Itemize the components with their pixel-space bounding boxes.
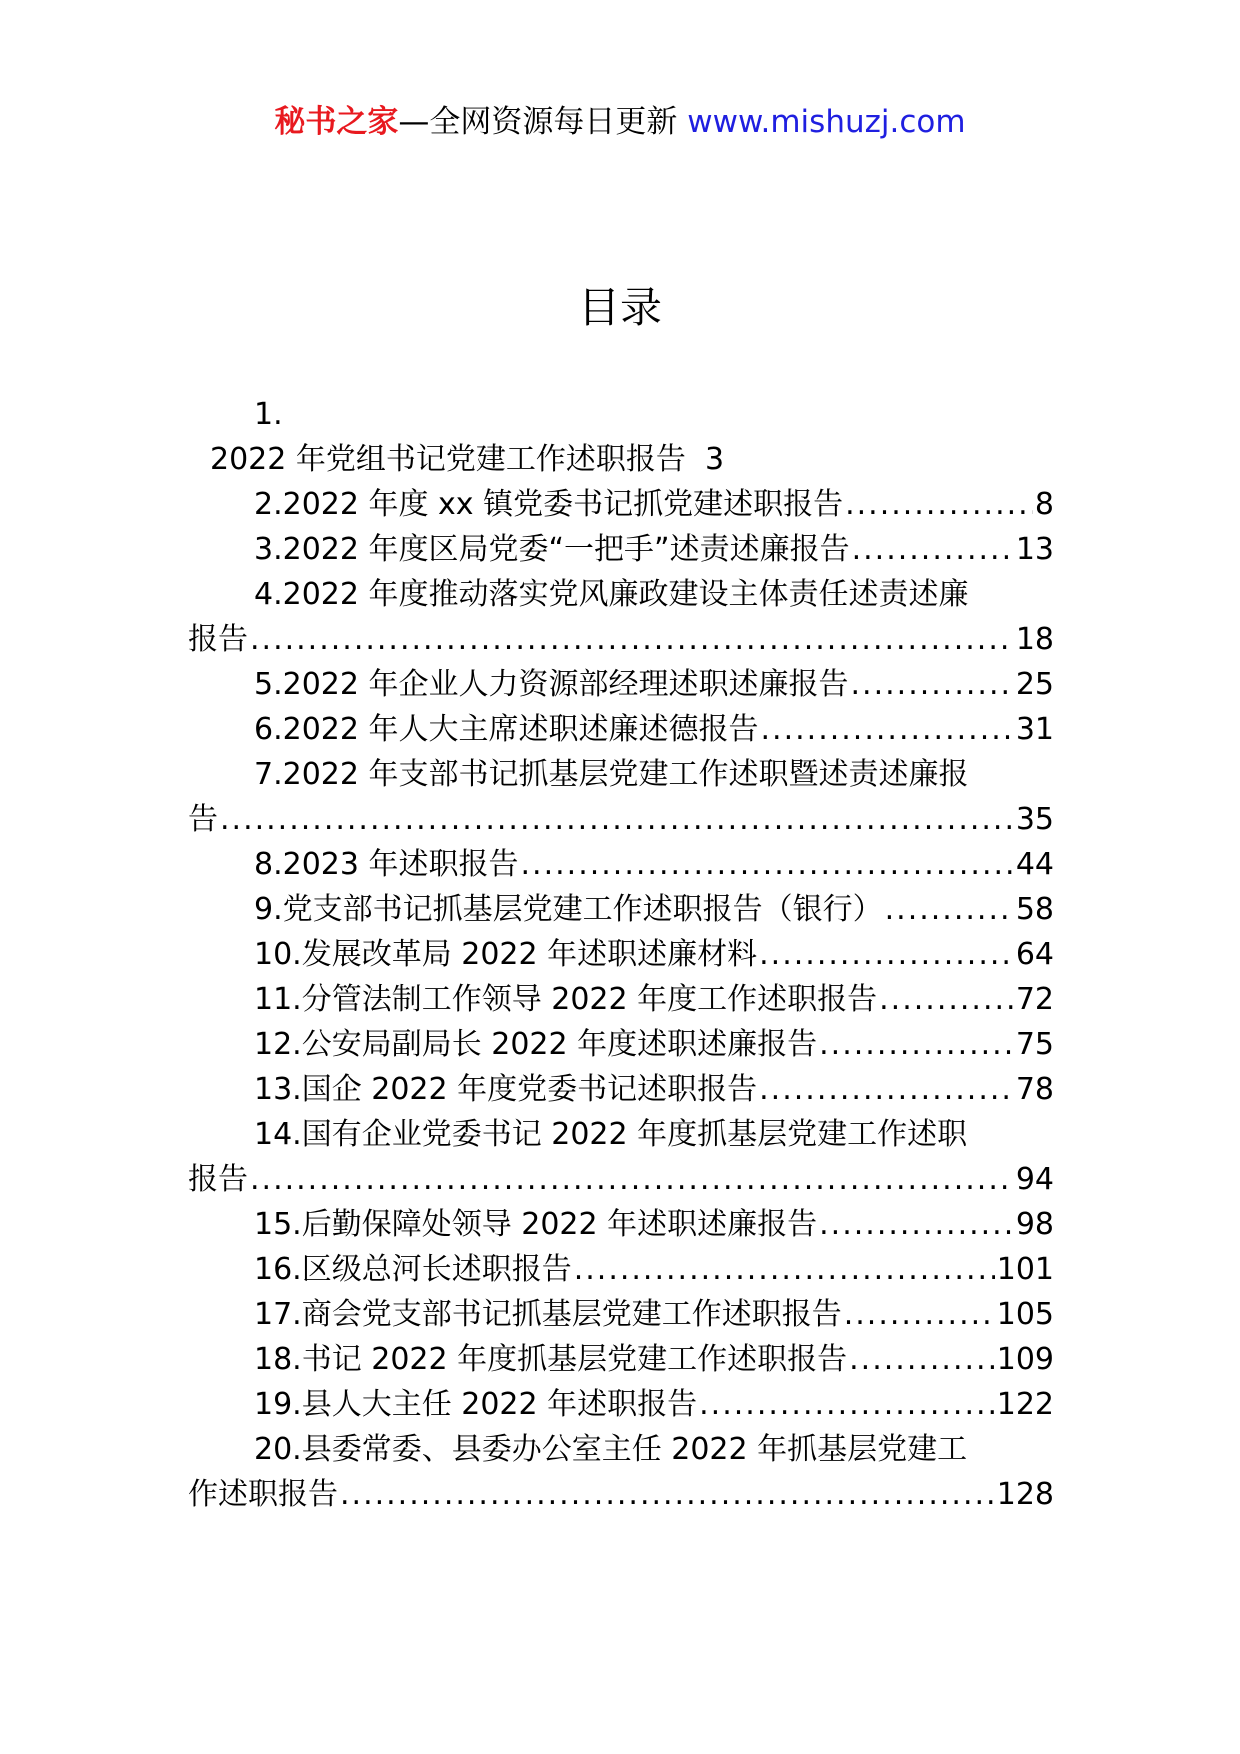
toc-entry-page: 98 [1015, 1207, 1054, 1242]
toc-entry[interactable] [188, 1022, 1054, 1067]
toc-entry-title-cont: 作述职报告 [188, 1477, 338, 1512]
toc-entry-title: 10.发展改革局 2022 年述职述廉材料 [254, 937, 758, 972]
toc-entry-title: 6.2022 年人大主席述职述廉述德报告 [254, 712, 759, 747]
toc-entry[interactable] [188, 887, 1054, 932]
toc-entry-title-cont: 报告 [188, 1162, 248, 1197]
dot-leader [250, 617, 1014, 662]
toc-entry[interactable] [188, 392, 1054, 482]
toc-entry[interactable] [188, 842, 1054, 887]
toc-entry[interactable] [188, 1112, 1054, 1202]
toc-entry-page: 78 [1015, 1072, 1054, 1107]
toc-entry[interactable] [188, 977, 1054, 1022]
toc-entry-page: 101 [996, 1252, 1054, 1287]
toc-entry-title: 16.区级总河长述职报告 [254, 1252, 572, 1287]
toc-entry-title: 19.县人大主任 2022 年述职报告 [254, 1387, 698, 1422]
toc-entry-page: 44 [1015, 847, 1054, 882]
dot-leader [851, 662, 1014, 707]
toc-entry-title: 4.2022 年度推动落实党风廉政建设主体责任述责述廉 [254, 577, 969, 612]
dot-leader [759, 932, 1014, 977]
site-header [0, 100, 1240, 144]
toc-entry[interactable] [188, 707, 1054, 752]
toc-entry-page: 25 [1015, 667, 1054, 702]
toc-entry-title: 12.公安局副局长 2022 年度述职述廉报告 [254, 1027, 818, 1062]
dot-leader [521, 842, 1014, 887]
header-tagline: —全网资源每日更新 [398, 104, 678, 140]
toc-entry-title: 13.国企 2022 年度党委书记述职报告 [254, 1072, 758, 1107]
brand-name: 秘书之家 [274, 104, 399, 140]
toc-entry-number: 1. [254, 397, 283, 432]
dot-leader [819, 1022, 1014, 1067]
toc-entry-page: 72 [1015, 982, 1054, 1017]
toc-entry[interactable] [188, 1247, 1054, 1292]
toc-entry-title: 15.后勤保障处领导 2022 年述职述廉报告 [254, 1207, 818, 1242]
toc-entry-page: 64 [1015, 937, 1054, 972]
toc-entry-title: 5.2022 年企业人力资源部经理述职述廉报告 [254, 667, 849, 702]
toc-entry-page: 3 [704, 442, 725, 477]
dot-leader [574, 1247, 995, 1292]
toc-entry[interactable] [188, 482, 1054, 527]
table-of-contents [188, 392, 1054, 1517]
toc-entry-page: 18 [1015, 622, 1054, 657]
toc-entry-title: 17.商会党支部书记抓基层党建工作述职报告 [254, 1297, 842, 1332]
toc-entry-title: 7.2022 年支部书记抓基层党建工作述职暨述责述廉报 [254, 757, 969, 792]
dot-leader [852, 527, 1014, 572]
dot-leader [879, 977, 1014, 1022]
toc-entry-title: 3.2022 年度区局党委“一把手”述责述廉报告 [254, 532, 850, 567]
toc-entry-title: 20.县委常委、县委办公室主任 2022 年抓基层党建工 [254, 1432, 968, 1467]
toc-entry[interactable] [188, 1337, 1054, 1382]
toc-entry-title: 2.2022 年度 xx 镇党委书记抓党建述职报告 [254, 487, 844, 522]
page-title: 目录 [577, 283, 662, 332]
dot-leader [699, 1382, 995, 1427]
toc-entry[interactable] [188, 752, 1054, 842]
toc-entry-title-cont: 报告 [188, 622, 248, 657]
dot-leader [845, 482, 1033, 527]
toc-entry-page: 31 [1015, 712, 1054, 747]
dot-leader [220, 797, 1014, 842]
toc-entry-page: 13 [1015, 532, 1054, 567]
toc-entry-title-cont: 告 [188, 802, 218, 837]
toc-entry-page: 109 [996, 1342, 1054, 1377]
dot-leader [844, 1292, 995, 1337]
toc-entry-page: 58 [1015, 892, 1054, 927]
toc-entry[interactable] [188, 572, 1054, 662]
toc-entry-title: 8.2023 年述职报告 [254, 847, 519, 882]
dot-leader [250, 1157, 1014, 1202]
toc-entry-title: 9.党支部书记抓基层党建工作述职报告（银行） [254, 892, 883, 927]
toc-entry-title: 11.分管法制工作领导 2022 年度工作述职报告 [254, 982, 878, 1017]
toc-entry[interactable] [188, 662, 1054, 707]
toc-entry-title: 14.国有企业党委书记 2022 年度抓基层党建工作述职 [254, 1117, 968, 1152]
toc-entry[interactable] [188, 1067, 1054, 1112]
dot-leader [885, 887, 1014, 932]
toc-entry-page: 94 [1015, 1162, 1054, 1197]
dot-leader [819, 1202, 1014, 1247]
toc-entry-page: 128 [996, 1477, 1054, 1512]
toc-entry-page: 75 [1015, 1027, 1054, 1062]
toc-entry-title: 18.书记 2022 年度抓基层党建工作述职报告 [254, 1342, 848, 1377]
toc-entry-page: 8 [1034, 487, 1054, 522]
toc-entry[interactable] [188, 1292, 1054, 1337]
toc-entry-page: 122 [996, 1387, 1054, 1422]
toc-entry[interactable] [188, 932, 1054, 977]
toc-entry[interactable] [188, 1427, 1054, 1517]
dot-leader [340, 1472, 995, 1517]
toc-entry[interactable] [188, 1202, 1054, 1247]
toc-entry[interactable] [188, 527, 1054, 572]
dot-leader [759, 1067, 1014, 1112]
toc-entry-page: 105 [996, 1297, 1054, 1332]
toc-entry[interactable] [188, 1382, 1054, 1427]
dot-leader [849, 1337, 995, 1382]
toc-entry-page: 35 [1015, 802, 1054, 837]
site-url-link[interactable]: www.mishuzj.com [687, 104, 966, 140]
dot-leader [761, 707, 1014, 752]
toc-entry-title: 2022 年党组书记党建工作述职报告 [210, 442, 686, 477]
